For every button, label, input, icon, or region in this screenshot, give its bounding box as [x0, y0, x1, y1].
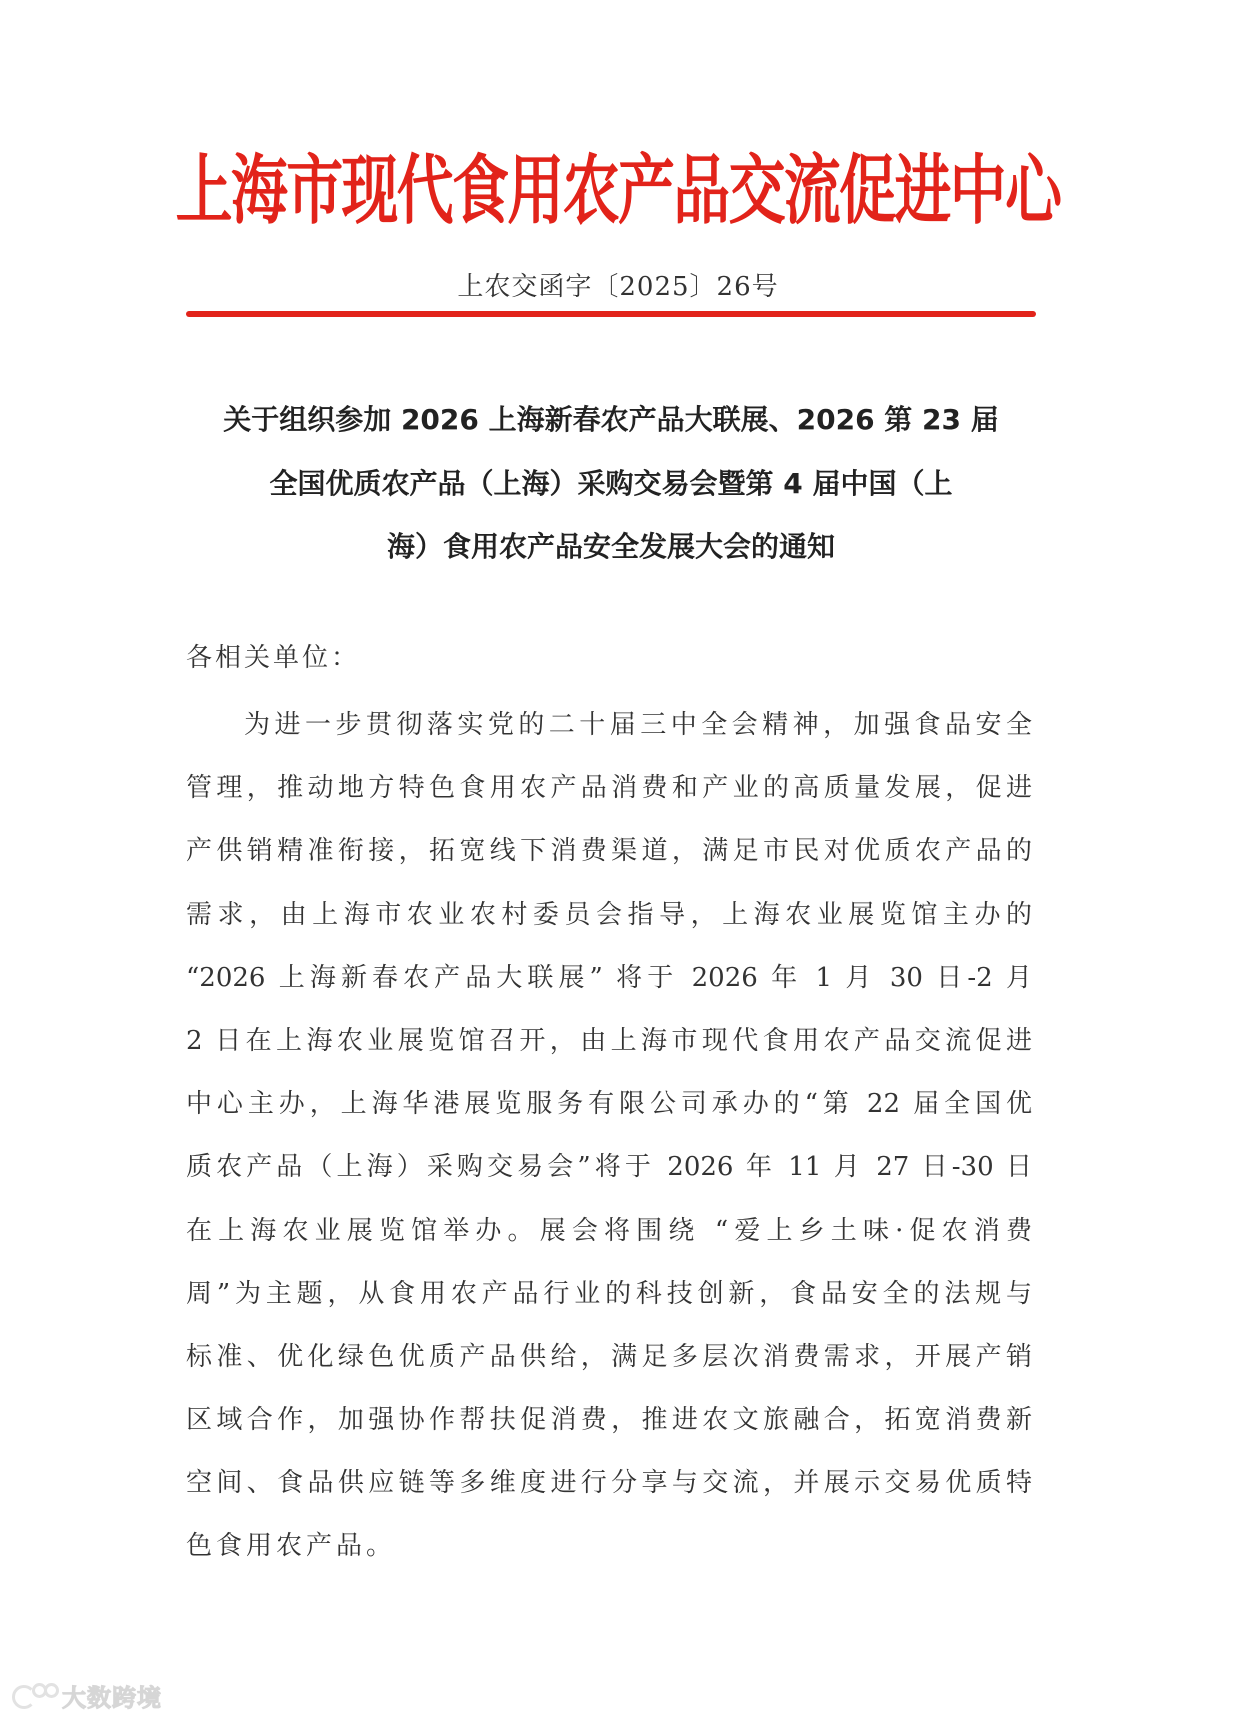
- salutation: 各相关单位：: [186, 643, 361, 673]
- document-number: 上农交函字〔2025〕26号: [457, 272, 779, 302]
- body-line: 产供销精准衔接，拓宽线下消费渠道，满足市民对优质农产品的: [186, 836, 1032, 867]
- heading-line: 全国优质农产品（上海）采购交易会暨第 4 届中国（上: [269, 466, 953, 500]
- notice-body: [186, 694, 1032, 1579]
- letterhead-organization-title: [0, 140, 1236, 240]
- letterhead-divider: [186, 311, 1036, 317]
- watermark-text: 大数跨境: [62, 1684, 162, 1712]
- body-line: 需求，由上海市农业农村委员会指导，上海农业展览馆主办的: [186, 899, 1032, 930]
- heading-line: 关于组织参加 2026 上海新春农产品大联展、2026 第 23 届: [223, 403, 999, 436]
- body-line: 管理，推动地方特色食用农产品消费和产业的高质量发展，促进: [186, 773, 1032, 804]
- body-line: 区域合作，加强协作帮扶促消费，推进农文旅融合，拓宽消费新: [186, 1405, 1032, 1436]
- body-line: 中心主办，上海华港展览服务有限公司承办的“第 22 届全国优: [186, 1089, 1032, 1120]
- body-line: 周”为主题，从食用农产品行业的科技创新，食品安全的法规与: [186, 1278, 1032, 1309]
- heading-line: 海）食用农产品安全发展大会的通知: [386, 530, 835, 563]
- body-line: 2 日在上海农业展览馆召开，由上海市现代食用农产品交流促进: [186, 1025, 1032, 1056]
- kjdb-logo-icon: [12, 1683, 56, 1709]
- body-line: 标准、优化绿色优质产品供给，满足多层次消费需求，开展产销: [186, 1341, 1032, 1372]
- body-line: 色食用农产品。: [186, 1531, 397, 1562]
- body-line: 为进一步贯彻落实党的二十届三中全会精神，加强食品安全: [244, 710, 1032, 740]
- body-line: 质农产品（上海）采购交易会”将于 2026 年 11 月 27 日-30 日: [186, 1152, 1032, 1183]
- body-line: “2026 上海新春农产品大联展” 将于 2026 年 1 月 30 日-2 月: [186, 962, 1032, 993]
- organization-name: 上海市现代食用农产品交流促进中心: [175, 144, 1061, 235]
- body-line: 空间、食品供应链等多维度进行分享与交流，并展示交易优质特: [186, 1468, 1032, 1499]
- body-line: 在上海农业展览馆举办。展会将围绕 “爱上乡土味·促农消费: [186, 1215, 1032, 1246]
- watermark: [12, 1678, 162, 1713]
- notice-heading: [186, 388, 1036, 579]
